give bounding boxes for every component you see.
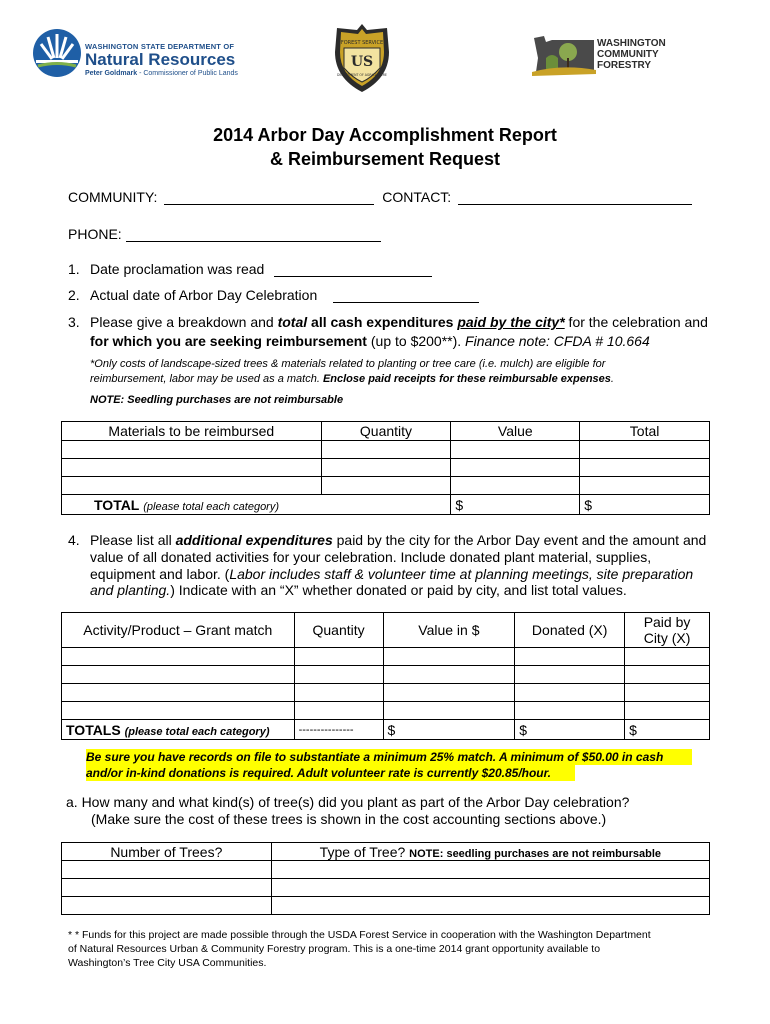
donated-total-cell[interactable]: $ [515, 720, 625, 740]
trees-table [61, 842, 710, 915]
total-header: Total [580, 422, 710, 441]
table-cell[interactable] [383, 666, 515, 684]
page-title: 2014 Arbor Day Accomplishment Report [213, 125, 557, 145]
item-1-text: Date proclamation was read [90, 261, 265, 277]
table-cell[interactable] [294, 666, 383, 684]
table-row [62, 843, 710, 861]
table-cell[interactable] [580, 477, 710, 495]
community-field[interactable] [164, 203, 374, 205]
item-3-number: 3. [68, 314, 80, 330]
table-row [62, 648, 710, 666]
table-cell[interactable] [321, 459, 451, 477]
item-2 [68, 287, 479, 303]
table-cell[interactable] [580, 459, 710, 477]
usfs-shield-logo [331, 22, 393, 94]
table-cell[interactable] [451, 441, 580, 459]
grand-total-cell[interactable]: $ [580, 495, 710, 515]
quantity-total-cell: --------------- [294, 720, 383, 740]
table-cell[interactable] [62, 879, 272, 897]
item-1-number: 1. [68, 261, 80, 277]
proclamation-date-field[interactable] [274, 275, 432, 277]
table-row [62, 897, 710, 915]
activity-header: Activity/Product – Grant match [62, 613, 295, 648]
table-row [62, 684, 710, 702]
table-cell[interactable] [383, 684, 515, 702]
table-row [62, 720, 710, 740]
table-cell[interactable] [62, 666, 295, 684]
phone-row [68, 226, 381, 242]
item-2-text: Actual date of Arbor Day Celebration [90, 287, 318, 303]
expenditures-table [61, 612, 710, 740]
item-3-line1: 3. Please give a breakdown and total all cash expenditures paid by the city* for the celebration and [68, 314, 708, 330]
table-cell[interactable] [383, 648, 515, 666]
item-4-line3: equipment and labor. (Labor includes staff & volunteer time at planning meetings, site preparation [90, 566, 694, 582]
table-cell[interactable] [451, 459, 580, 477]
wcf-line3: FORESTRY [597, 60, 652, 71]
table-row [62, 422, 710, 441]
usfs-bottom-text: DEPARTMENT OF AGRICULTURE [337, 73, 387, 77]
dnr-logo-icon [32, 28, 82, 78]
table-cell[interactable] [62, 897, 272, 915]
dnr-logo-line1: WASHINGTON STATE DEPARTMENT OF [85, 42, 235, 51]
value-header: Value [451, 422, 580, 441]
phone-label: PHONE: [68, 226, 122, 242]
table-cell[interactable] [383, 702, 515, 720]
table-row [62, 861, 710, 879]
table-cell[interactable] [625, 684, 710, 702]
question-a-line1: a. How many and what kind(s) of tree(s) did you plant as part of the Arbor Day celebration? [66, 794, 630, 810]
item-3-line2: for which you are seeking reimbursement (up to $200**). Finance note: CFDA # 10.664 [90, 333, 650, 349]
table-row [62, 459, 710, 477]
paid-total-cell[interactable]: $ [625, 720, 710, 740]
table-row [62, 666, 710, 684]
wcf-logo-icon [532, 30, 596, 78]
table-cell[interactable] [271, 879, 709, 897]
paid-by-city-header: Paid by City (X) [625, 613, 710, 648]
totals-label-cell: TOTALS (please total each category) [62, 720, 295, 740]
table-cell[interactable] [62, 459, 322, 477]
table-row [62, 702, 710, 720]
table-cell[interactable] [271, 861, 709, 879]
seedling-note: NOTE: Seedling purchases are not reimbursable [90, 394, 344, 406]
table-cell[interactable] [515, 666, 625, 684]
table-row [62, 477, 710, 495]
item-3-note: *Only costs of landscape-sized trees & materials related to planting or tree care (i.e. mulch) are eligible for reimbursement, labor may be used as a match. Enclose paid receipts for these reimbursable expenses. [90, 358, 614, 385]
table-cell[interactable] [271, 897, 709, 915]
wcf-line1: WASHINGTON [597, 38, 666, 49]
table-cell[interactable] [451, 477, 580, 495]
table-cell[interactable] [321, 441, 451, 459]
table-cell[interactable] [62, 684, 295, 702]
table-cell[interactable] [515, 684, 625, 702]
materials-header: Materials to be reimbursed [62, 422, 322, 441]
table-row [62, 613, 710, 648]
item-4-line2: value of all donated activities for your celebration. Include donated plant material, supplies, [90, 549, 652, 565]
match-requirement-highlight: Be sure you have records on file to substantiate a minimum 25% match. A minimum of $50.00 in cash [86, 749, 692, 765]
table-cell[interactable] [515, 702, 625, 720]
contact-label: CONTACT: [382, 189, 452, 205]
community-label: COMMUNITY: [68, 189, 158, 205]
celebration-date-field[interactable] [333, 301, 479, 303]
value-header: Value in $ [383, 613, 515, 648]
item-1 [68, 261, 432, 277]
contact-field[interactable] [458, 203, 692, 205]
dnr-logo-line3: Peter Goldmark - Commissioner of Public Lands [85, 70, 238, 77]
table-row [62, 879, 710, 897]
total-label-cell: TOTAL (please total each category) [62, 495, 451, 515]
table-row [62, 441, 710, 459]
materials-table [61, 421, 710, 515]
quantity-header: Quantity [294, 613, 383, 648]
item-4-number: 4. [68, 532, 80, 548]
usfs-top-text: FOREST SERVICE [340, 40, 384, 46]
wcf-line2: COMMUNITY [597, 49, 659, 60]
table-cell[interactable] [62, 861, 272, 879]
table-cell[interactable] [515, 648, 625, 666]
page-subtitle: & Reimbursement Request [269, 149, 501, 169]
table-row [62, 495, 710, 515]
table-cell[interactable] [62, 702, 295, 720]
value-total-cell[interactable]: $ [451, 495, 580, 515]
footnote: * * Funds for this project are made possible through the USDA Forest Service in cooperation with the Washington Department of Natural Resources Urban & Community Forestry program. This is a one-time 2014 grant opportunity available to Washington’s Tree City USA Communities. [68, 929, 651, 969]
table-cell[interactable] [62, 648, 295, 666]
question-a-line2: (Make sure the cost of these trees is shown in the cost accounting sections above.) [91, 811, 607, 827]
phone-field[interactable] [126, 240, 381, 242]
table-cell[interactable] [294, 684, 383, 702]
table-cell[interactable] [580, 441, 710, 459]
match-requirement-highlight-2: and/or in-kind donations is required. Adult volunteer rate is currently $20.85/hour. [86, 765, 575, 781]
table-cell[interactable] [294, 648, 383, 666]
community-row [68, 189, 692, 205]
number-of-trees-header: Number of Trees? [62, 843, 272, 861]
table-cell[interactable] [625, 702, 710, 720]
usfs-letters: US [350, 54, 374, 70]
item-4-line4: and planting.) Indicate with an “X” whether donated or paid by city, and list total values. [90, 582, 627, 598]
table-cell[interactable] [321, 477, 451, 495]
dnr-logo-line2: Natural Resources [85, 50, 236, 69]
table-cell[interactable] [625, 666, 710, 684]
table-cell[interactable] [62, 441, 322, 459]
table-cell[interactable] [62, 477, 322, 495]
donated-header: Donated (X) [515, 613, 625, 648]
quantity-header: Quantity [321, 422, 451, 441]
value-total-cell[interactable]: $ [383, 720, 515, 740]
table-cell[interactable] [625, 648, 710, 666]
table-cell[interactable] [294, 702, 383, 720]
type-of-tree-header: Type of Tree? NOTE: seedling purchases are not reimbursable [271, 843, 709, 861]
item-2-number: 2. [68, 287, 80, 303]
item-4-line1: 4. Please list all additional expenditures paid by the city for the Arbor Day event and the amount and [68, 532, 707, 548]
